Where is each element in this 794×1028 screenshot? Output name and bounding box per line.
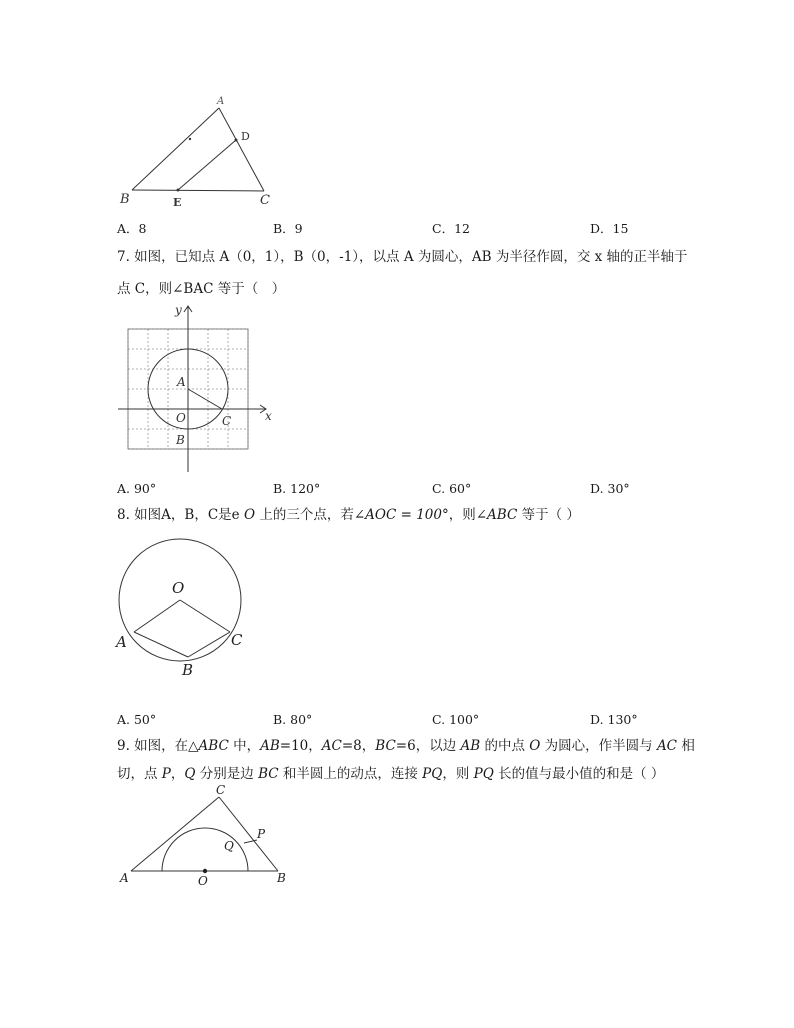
q8-option-d: D. 130° bbox=[590, 712, 638, 727]
q9-ac: AC bbox=[321, 738, 342, 754]
fig7-label-y: y bbox=[175, 303, 182, 317]
q9-triangle: △ABC bbox=[188, 738, 229, 754]
q9-q: Q bbox=[184, 766, 196, 782]
q9-ab2: AB bbox=[460, 738, 481, 754]
q7-text-line1: 7. 如图，已知点 A（0，1），B（0，-1），以点 A 为圆心，AB 为半径作圆，交 x 轴的正半轴于 bbox=[117, 249, 688, 265]
fig6-label-d: D bbox=[241, 130, 250, 143]
q8-middle: 上的三个点，若 bbox=[255, 507, 354, 523]
fig7-label-o: O bbox=[176, 411, 186, 425]
fig8-label-c: C bbox=[231, 631, 243, 649]
q8-condition: ∠AOC = 100° bbox=[353, 507, 449, 523]
q9-l1a: 9. 如图，在 bbox=[117, 738, 189, 754]
figure-6-triangle bbox=[112, 92, 282, 210]
q6-option-c: C．12 bbox=[432, 221, 470, 236]
q7-option-b: B. 120° bbox=[273, 481, 321, 496]
fig6-label-e: E bbox=[173, 196, 182, 209]
q8-option-a: A. 50° bbox=[117, 712, 157, 727]
fig6-label-a: A bbox=[217, 96, 225, 107]
fig8-label-b: B bbox=[182, 661, 194, 679]
q9-l1d: 为圆心，作半圆与 bbox=[540, 738, 657, 754]
q8-text bbox=[117, 506, 580, 524]
fig9-label-b: B bbox=[277, 871, 286, 885]
q9-l2d: 和半圆上的动点，连接 bbox=[278, 766, 423, 782]
q9-bc2: BC bbox=[258, 766, 279, 782]
q6-option-d: D．15 bbox=[590, 221, 629, 236]
q9-ac-val: =8， bbox=[341, 738, 376, 754]
fig7-label-x: x bbox=[265, 409, 272, 423]
q7-text-line2: 点 C，则∠BAC 等于（ ） bbox=[117, 281, 286, 297]
q9-l2c: 分别是边 bbox=[195, 766, 259, 782]
fig9-label-o: O bbox=[198, 874, 208, 888]
q6-option-a: A．8 bbox=[117, 221, 147, 236]
q7-option-c: C. 60° bbox=[432, 481, 472, 496]
fig8-label-o: O bbox=[172, 579, 185, 597]
q9-l2a: 切，点 bbox=[117, 766, 162, 782]
fig9-label-q: Q bbox=[224, 839, 234, 853]
fig9-label-a: A bbox=[120, 871, 129, 885]
q9-bc: BC bbox=[375, 738, 396, 754]
q9-l1b: 中， bbox=[228, 738, 261, 754]
q9-l1c: 的中点 bbox=[480, 738, 530, 754]
q9-text-line2 bbox=[117, 765, 664, 783]
q9-ab-val: =10， bbox=[279, 738, 322, 754]
fig9-label-c: C bbox=[216, 783, 226, 797]
q9-l1e: 相 bbox=[677, 738, 695, 754]
figure-9-semicircle bbox=[112, 782, 302, 890]
fig6-label-b: B bbox=[120, 192, 130, 207]
q9-p: P bbox=[161, 766, 171, 782]
q8-target: ∠ABC bbox=[475, 507, 518, 523]
q7-option-a: A. 90° bbox=[117, 481, 157, 496]
q9-ab: AB bbox=[260, 738, 280, 754]
q7-option-d: D. 30° bbox=[590, 481, 630, 496]
q9-l2b: ， bbox=[170, 766, 185, 782]
q9-bc-val: =6，以边 bbox=[395, 738, 461, 754]
q8-option-b: B. 80° bbox=[273, 712, 313, 727]
q8-prefix: 8. 如图A，B，C是 bbox=[117, 507, 232, 523]
fig8-label-a: A bbox=[116, 633, 127, 651]
q9-l2e: ，则 bbox=[442, 766, 474, 782]
q6-option-b: B．9 bbox=[273, 221, 303, 236]
q8-circle-name: O bbox=[243, 507, 256, 523]
fig6-label-c: C bbox=[260, 193, 270, 208]
q8-suffix-pre: ，则 bbox=[448, 507, 476, 523]
q8-option-c: C. 100° bbox=[432, 712, 480, 727]
q8-suffix: 等于（ ） bbox=[517, 507, 580, 523]
fig7-label-b: B bbox=[176, 433, 185, 447]
fig9-label-p: P bbox=[257, 827, 266, 841]
fig7-label-c: C bbox=[222, 414, 232, 428]
q9-pq: PQ bbox=[422, 766, 443, 782]
q9-ac2: AC bbox=[656, 738, 678, 754]
q9-text-line1 bbox=[117, 737, 695, 755]
figure-7-grid-circle bbox=[114, 302, 276, 474]
q8-circle-symbol: e bbox=[231, 507, 240, 523]
figure-8-circle bbox=[112, 536, 252, 682]
q9-pq2: PQ bbox=[473, 766, 494, 782]
q9-l2f: 长的值与最小值的和是（ ） bbox=[493, 766, 665, 782]
fig7-label-a: A bbox=[177, 375, 186, 389]
q9-o: O bbox=[529, 738, 541, 754]
